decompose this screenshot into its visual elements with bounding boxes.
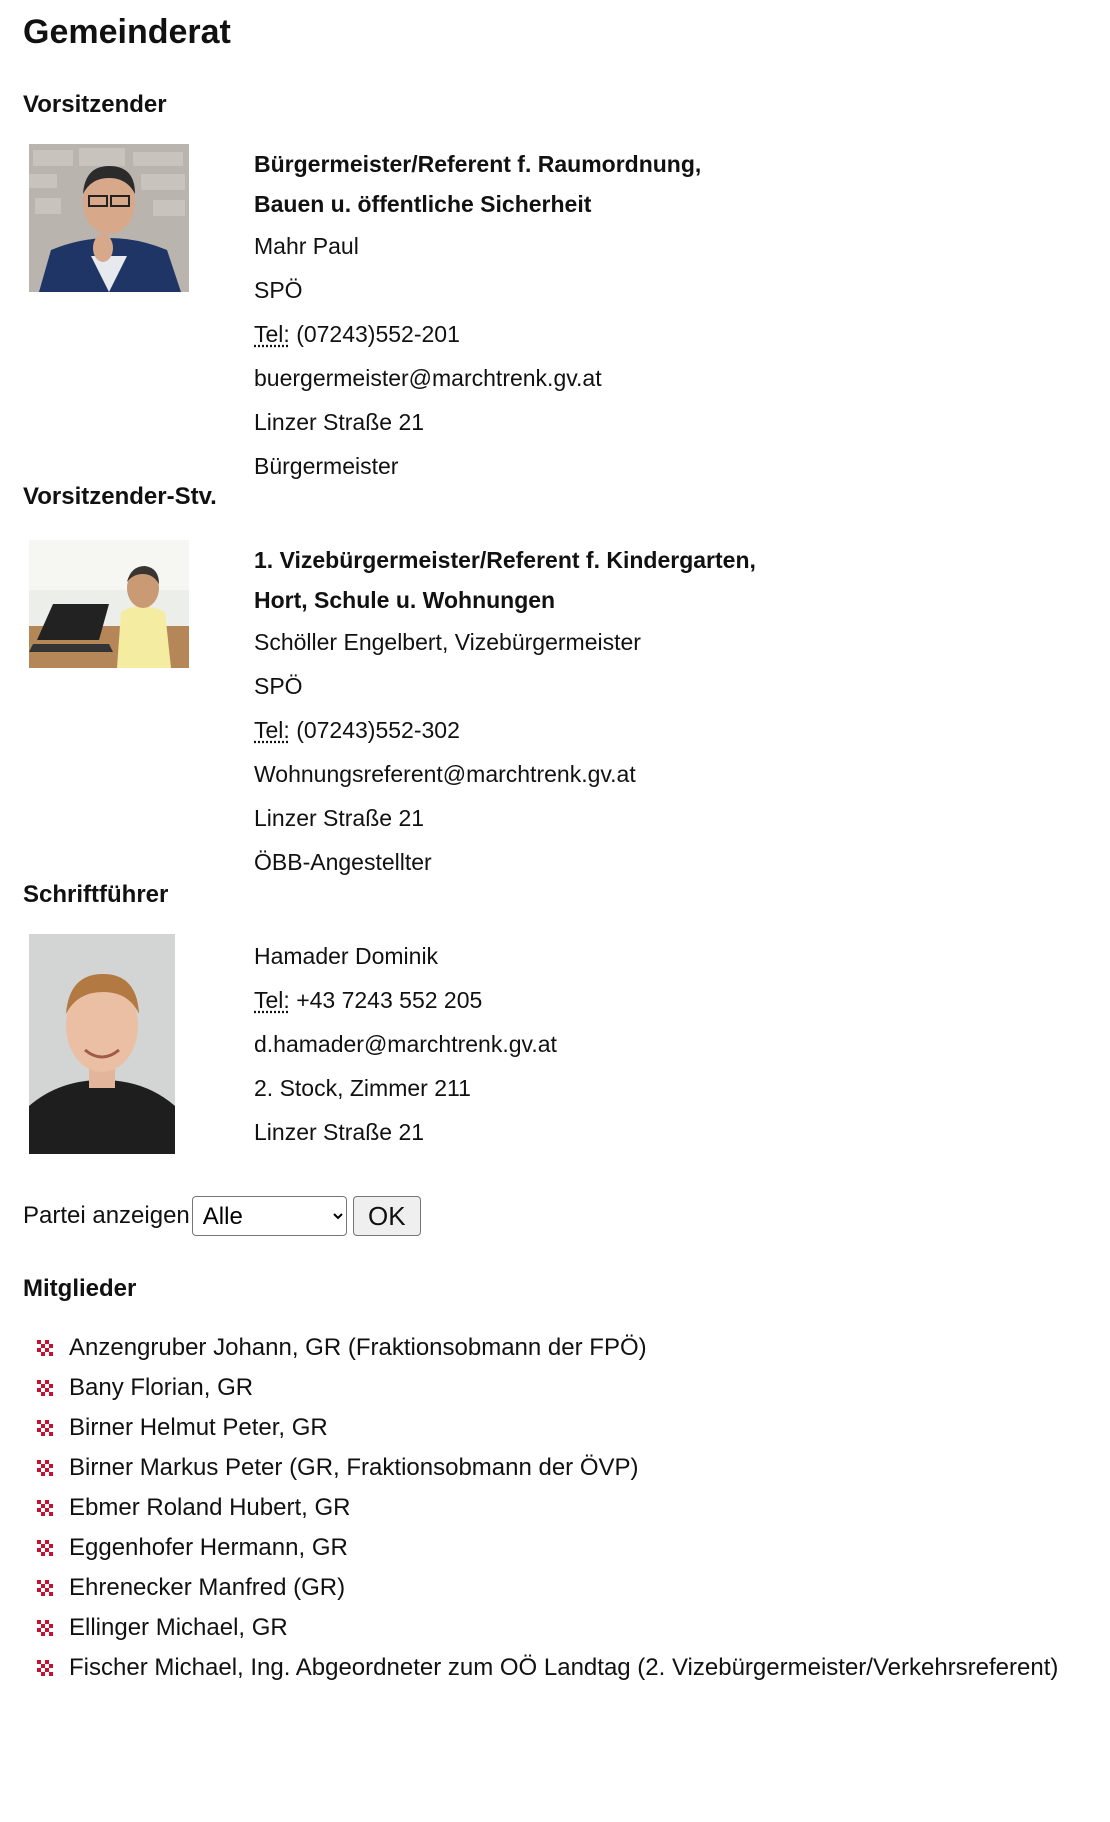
member-name[interactable]: Ellinger Michael, GR xyxy=(69,1614,288,1641)
secretary-phone-value[interactable]: +43 7243 552 205 xyxy=(296,987,483,1013)
checkered-bullet-icon xyxy=(37,1580,53,1596)
chair-title-line-1: Bürgermeister/Referent f. Raumordnung, xyxy=(254,151,702,177)
deputy-photo xyxy=(29,540,189,668)
checkered-bullet-icon xyxy=(37,1380,53,1396)
chair-occupation: Bürgermeister xyxy=(254,453,399,479)
chair-photo xyxy=(29,144,189,292)
member-name[interactable]: Bany Florian, GR xyxy=(69,1374,254,1401)
secretary-phone xyxy=(254,978,557,1022)
secretary-photo xyxy=(29,934,175,1154)
checkered-bullet-icon xyxy=(37,1500,53,1516)
members-heading: Mitglieder xyxy=(23,1275,137,1302)
secretary-heading: Schriftführer xyxy=(23,881,169,908)
chair-phone-label: Tel: xyxy=(254,321,290,347)
list-item[interactable] xyxy=(23,1368,1110,1408)
deputy-phone-value[interactable]: (07243)552-302 xyxy=(296,717,460,743)
deputy-email[interactable]: Wohnungsreferent@marchtrenk.gv.at xyxy=(254,761,636,787)
secretary-room: 2. Stock, Zimmer 211 xyxy=(254,1075,471,1101)
deputy-heading: Vorsitzender-Stv. xyxy=(23,483,217,510)
chair-phone xyxy=(254,312,701,356)
secretary-name: Hamader Dominik xyxy=(254,943,439,969)
checkered-bullet-icon xyxy=(37,1420,53,1436)
chair-title-line-2: Bauen u. öffentliche Sicherheit xyxy=(254,191,592,217)
list-item[interactable] xyxy=(23,1488,1110,1528)
deputy-phone xyxy=(254,708,756,752)
deputy-address: Linzer Straße 21 xyxy=(254,805,425,831)
party-select[interactable] xyxy=(192,1196,347,1236)
chair-address: Linzer Straße 21 xyxy=(254,409,425,435)
deputy-details xyxy=(254,540,756,884)
list-item[interactable] xyxy=(23,1328,1110,1368)
member-name[interactable]: Ehrenecker Manfred (GR) xyxy=(69,1574,346,1601)
party-filter xyxy=(23,1196,1110,1236)
chair-party: SPÖ xyxy=(254,277,303,303)
list-item[interactable] xyxy=(23,1568,1110,1608)
deputy-party: SPÖ xyxy=(254,673,303,699)
page-title: Gemeinderat xyxy=(23,13,231,51)
checkered-bullet-icon xyxy=(37,1340,53,1356)
secretary-phone-label: Tel: xyxy=(254,987,290,1013)
checkered-bullet-icon xyxy=(37,1540,53,1556)
deputy-occupation: ÖBB-Angestellter xyxy=(254,849,432,875)
secretary-card xyxy=(23,934,1110,1196)
secretary-email[interactable]: d.hamader@marchtrenk.gv.at xyxy=(254,1031,557,1057)
deputy-phone-label: Tel: xyxy=(254,717,290,743)
member-name[interactable]: Anzengruber Johann, GR (Fraktionsobmann der FPÖ) xyxy=(69,1334,647,1361)
chair-phone-value[interactable]: (07243)552-201 xyxy=(296,321,460,347)
checkered-bullet-icon xyxy=(37,1660,53,1676)
member-name[interactable]: Birner Helmut Peter, GR xyxy=(69,1414,328,1441)
chair-name: Mahr Paul xyxy=(254,233,359,259)
member-name[interactable]: Ebmer Roland Hubert, GR xyxy=(69,1494,351,1521)
chair-details xyxy=(254,144,701,488)
deputy-name: Schöller Engelbert, Vizebürgermeister xyxy=(254,629,641,655)
list-item[interactable] xyxy=(23,1648,1110,1688)
member-name[interactable]: Eggenhofer Hermann, GR xyxy=(69,1534,348,1561)
secretary-address: Linzer Straße 21 xyxy=(254,1119,425,1145)
members-list xyxy=(23,1328,1110,1688)
member-name[interactable]: Fischer Michael, Ing. Abgeordneter zum OÖ Landtag (2. Vizebürgermeister/Verkehrsreferent) xyxy=(69,1654,1059,1681)
secretary-details xyxy=(254,934,557,1154)
member-name[interactable]: Birner Markus Peter (GR, Fraktionsobmann der ÖVP) xyxy=(69,1454,639,1481)
chair-heading: Vorsitzender xyxy=(23,91,167,118)
list-item[interactable] xyxy=(23,1408,1110,1448)
chair-card xyxy=(23,144,1110,482)
checkered-bullet-icon xyxy=(37,1620,53,1636)
list-item[interactable] xyxy=(23,1448,1110,1488)
checkered-bullet-icon xyxy=(37,1460,53,1476)
ok-button[interactable]: OK xyxy=(353,1196,421,1236)
list-item[interactable] xyxy=(23,1608,1110,1648)
chair-email[interactable]: buergermeister@marchtrenk.gv.at xyxy=(254,365,602,391)
list-item[interactable] xyxy=(23,1528,1110,1568)
deputy-card xyxy=(23,540,1110,880)
party-filter-label: Partei anzeigen xyxy=(23,1202,190,1229)
deputy-title-line-1: 1. Vizebürgermeister/Referent f. Kindergarten, xyxy=(254,547,756,573)
deputy-title-line-2: Hort, Schule u. Wohnungen xyxy=(254,587,556,613)
